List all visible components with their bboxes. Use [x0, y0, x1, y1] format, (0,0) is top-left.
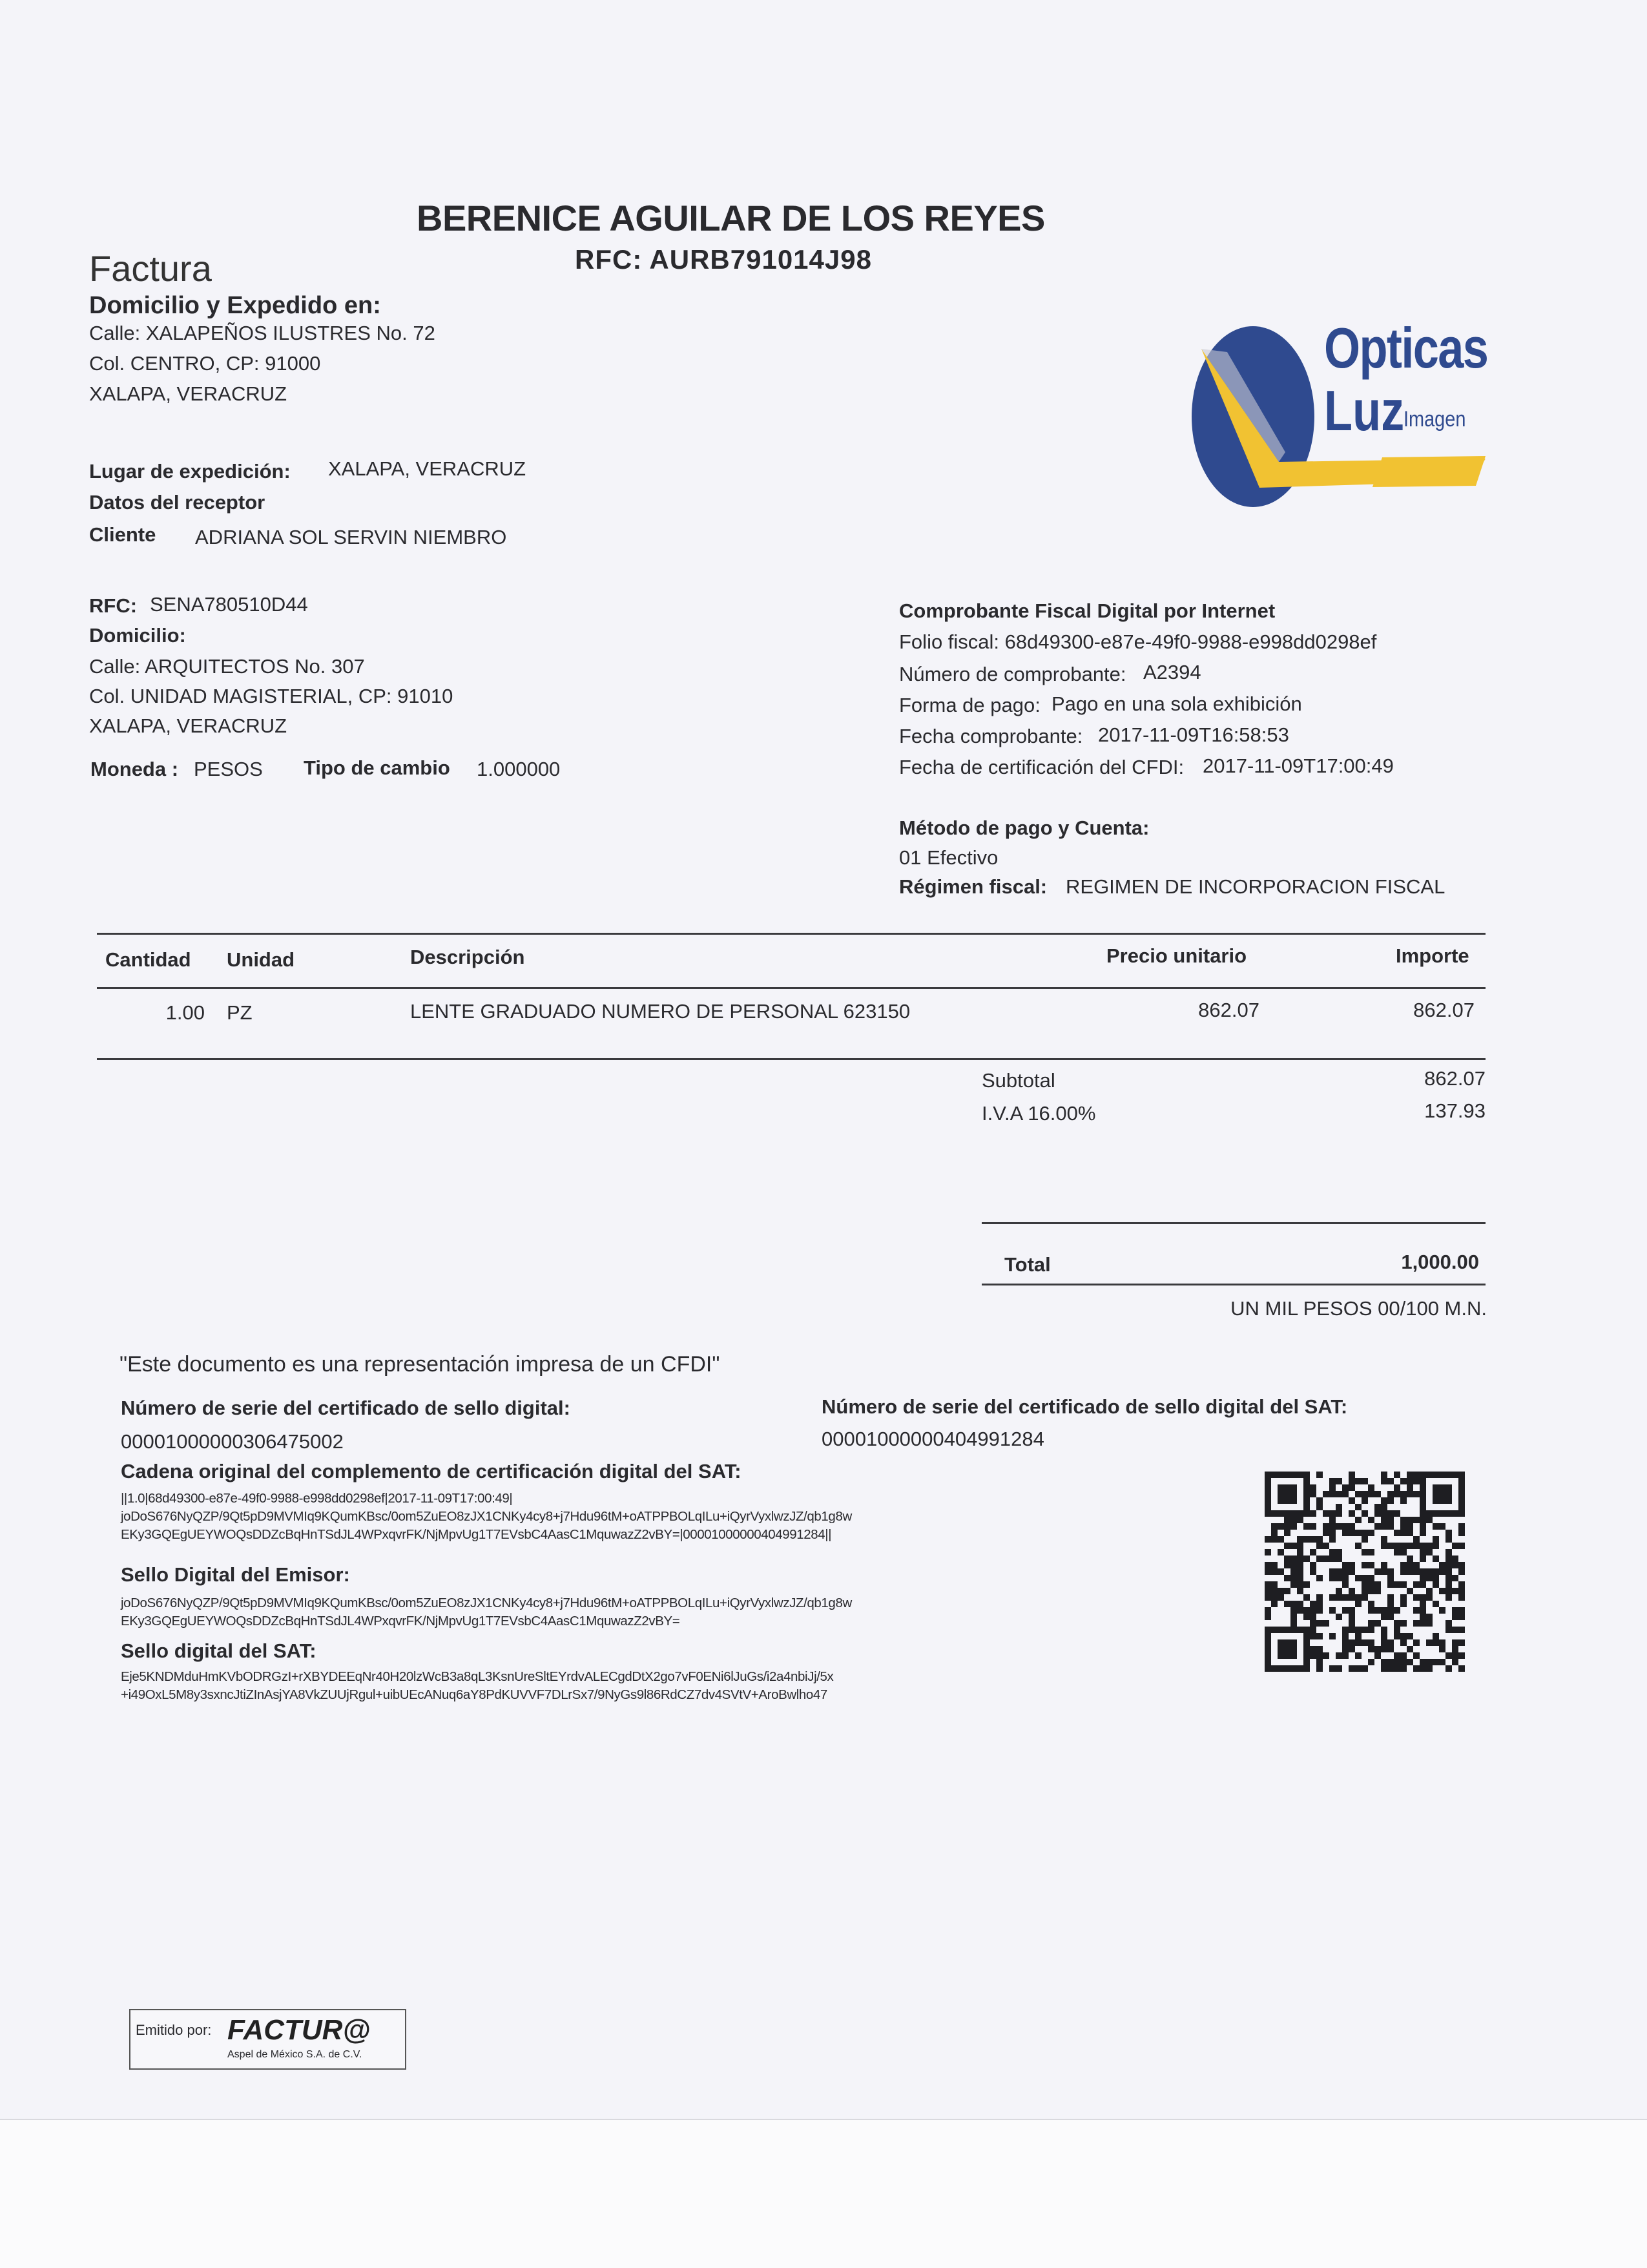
receptor-rfc-value: SENA780510D44 [150, 593, 308, 616]
lugar-value: XALAPA, VERACRUZ [328, 457, 526, 480]
moneda-value: PESOS [194, 758, 263, 780]
moneda-label: Moneda : [90, 758, 179, 780]
metodo-pago-label: Método de pago y Cuenta: [899, 817, 1150, 839]
column-header-precio: Precio unitario [1106, 944, 1247, 967]
facture-brand: FACTUR@ [227, 2014, 371, 2046]
folio-fiscal: Folio fiscal: 68d49300-e87e-49f0-9988-e998dd0298ef [899, 630, 1377, 653]
cfdi-title: Comprobante Fiscal Digital por Internet [899, 599, 1276, 622]
issuer-address-line: Calle: XALAPEÑOS ILUSTRES No. 72 [89, 322, 435, 344]
numero-comprobante-label: Número de comprobante: [899, 663, 1126, 685]
total-top-rule [982, 1222, 1486, 1224]
column-header-cantidad: Cantidad [105, 948, 191, 971]
iva-label: I.V.A 16.00% [982, 1102, 1096, 1125]
cell-descripcion: LENTE GRADUADO NUMERO DE PERSONAL 623150 [410, 1000, 911, 1023]
cadena-original-line: EKy3GQEgUEYWOQsDDZcBqHnTSdJL4WPxqvrFK/NjMpvUg1T7EVsbC4AasC1MquwazZ2vBY=|00001000000404991284|| [121, 1527, 832, 1542]
sello-sat-line: Eje5KNDMduHmKVbODRGzI+rXBYDEEqNr40H20lzWcB3a8qL3KsnUreSltEYrdvALECgdDtX2go7vF0ENi6lJuGs/i2a4nbiJj/5x [121, 1669, 834, 1684]
logo-text-luz: Luz [1324, 379, 1405, 442]
aspel-company: Aspel de México S.A. de C.V. [227, 2049, 362, 2060]
subtotal-value: 862.07 [1424, 1067, 1486, 1090]
receptor-address-line: Col. UNIDAD MAGISTERIAL, CP: 91010 [89, 685, 453, 707]
cell-cantidad: 1.00 [165, 1001, 205, 1024]
iva-value: 137.93 [1424, 1099, 1486, 1122]
cell-importe: 862.07 [1413, 999, 1475, 1021]
sello-emisor-label: Sello Digital del Emisor: [121, 1563, 350, 1586]
cliente-label: Cliente [89, 523, 156, 546]
domicilio-title: Domicilio y Expedido en: [89, 292, 381, 319]
column-header-importe: Importe [1396, 944, 1469, 967]
fecha-certificacion-label: Fecha de certificación del CFDI: [899, 756, 1185, 778]
column-header-unidad: Unidad [227, 948, 295, 971]
serie-certificado-label: Número de serie del certificado de sello digital: [121, 1397, 570, 1419]
sello-sat-line: +i49OxL5M8y3sxncJtiZInAsjYA8VkZUUjRgul+uibUEcANuq6aY8PdKUVVF7DLrSx7/9NyGs9l86RdCZ7dv4SVtV+AroBwlho47 [121, 1687, 827, 1702]
forma-pago-label: Forma de pago: [899, 694, 1041, 716]
qr-code-graphic [1265, 1472, 1465, 1672]
opticas-luz-logo [1188, 304, 1486, 510]
serie-certificado-value: 00001000000306475002 [121, 1430, 344, 1453]
scan-bottom-margin [0, 2119, 1647, 2268]
emitido-stamp [129, 2009, 406, 2070]
metodo-pago-value: 01 Efectivo [899, 846, 999, 869]
cadena-original-line: ||1.0|68d49300-e87e-49f0-9988-e998dd0298ef|2017-11-09T17:00:49| [121, 1491, 513, 1506]
document-title: Factura [89, 248, 212, 289]
emitido-label: Emitido por: [136, 2022, 212, 2038]
regimen-label: Régimen fiscal: [899, 875, 1048, 898]
issuer-name: BERENICE AGUILAR DE LOS REYES [417, 198, 1045, 238]
table-header-rule [97, 987, 1486, 989]
serie-certificado-sat-value: 00001000000404991284 [822, 1428, 1044, 1450]
lugar-label: Lugar de expedición: [89, 460, 291, 483]
qr-code [1265, 1472, 1465, 1672]
cadena-original-line: joDoS676NyQZP/9Qt5pD9MVMIq9KQumKBsc/0om5ZuEO8zJX1CNKy4cy8+j7Hdu96tM+oATPPBOLqILu+iQyrVyxlwzJZ/qb1g8w [121, 1509, 852, 1524]
receptor-address-line: XALAPA, VERACRUZ [89, 714, 287, 737]
cell-precio: 862.07 [1198, 999, 1259, 1021]
fecha-comprobante-value: 2017-11-09T16:58:53 [1098, 723, 1289, 746]
cadena-original-label: Cadena original del complemento de certificación digital del SAT: [121, 1460, 741, 1483]
fecha-comprobante-label: Fecha comprobante: [899, 725, 1083, 747]
logo-text-imagen: Imagen [1404, 407, 1466, 432]
table-top-rule [97, 933, 1486, 935]
logo-text-opticas: Opticas [1324, 316, 1488, 380]
tipo-cambio-value: 1.000000 [477, 758, 561, 780]
receptor-domicilio-label: Domicilio: [89, 624, 186, 647]
datos-receptor-label: Datos del receptor [89, 491, 265, 514]
numero-comprobante-value: A2394 [1143, 661, 1201, 683]
regimen-value: REGIMEN DE INCORPORACION FISCAL [1066, 875, 1445, 898]
sello-sat-label: Sello digital del SAT: [121, 1639, 316, 1662]
issuer-address-line: Col. CENTRO, CP: 91000 [89, 352, 321, 375]
total-label: Total [1004, 1253, 1051, 1276]
receptor-rfc-label: RFC: [89, 594, 138, 617]
receptor-address-line: Calle: ARQUITECTOS No. 307 [89, 655, 365, 678]
issuer-address-line: XALAPA, VERACRUZ [89, 382, 287, 405]
total-value: 1,000.00 [1401, 1251, 1479, 1273]
subtotal-label: Subtotal [982, 1069, 1055, 1092]
representation-note: "Este documento es una representación impresa de un CFDI" [119, 1352, 720, 1377]
sello-emisor-line: EKy3GQEgUEYWOQsDDZcBqHnTSdJL4WPxqvrFK/NjMpvUg1T7EVsbC4AasC1MquwazZ2vBY= [121, 1614, 680, 1628]
fecha-certificacion-value: 2017-11-09T17:00:49 [1203, 754, 1394, 777]
tipo-cambio-label: Tipo de cambio [304, 756, 450, 779]
cell-unidad: PZ [227, 1001, 253, 1024]
total-bottom-rule [982, 1284, 1486, 1285]
forma-pago-value: Pago en una sola exhibición [1051, 692, 1302, 715]
amount-in-words: UN MIL PESOS 00/100 M.N. [1230, 1297, 1487, 1320]
sello-emisor-line: joDoS676NyQZP/9Qt5pD9MVMIq9KQumKBsc/0om5ZuEO8zJX1CNKy4cy8+j7Hdu96tM+oATPPBOLqILu+iQyrVyxlwzJZ/qb1g8w [121, 1596, 852, 1610]
cliente-value: ADRIANA SOL SERVIN NIEMBRO [195, 526, 507, 548]
table-bottom-rule [97, 1058, 1486, 1060]
issuer-rfc: RFC: AURB791014J98 [575, 244, 872, 275]
serie-certificado-sat-label: Número de serie del certificado de sello digital del SAT: [822, 1395, 1348, 1418]
column-header-descripcion: Descripción [410, 946, 525, 968]
